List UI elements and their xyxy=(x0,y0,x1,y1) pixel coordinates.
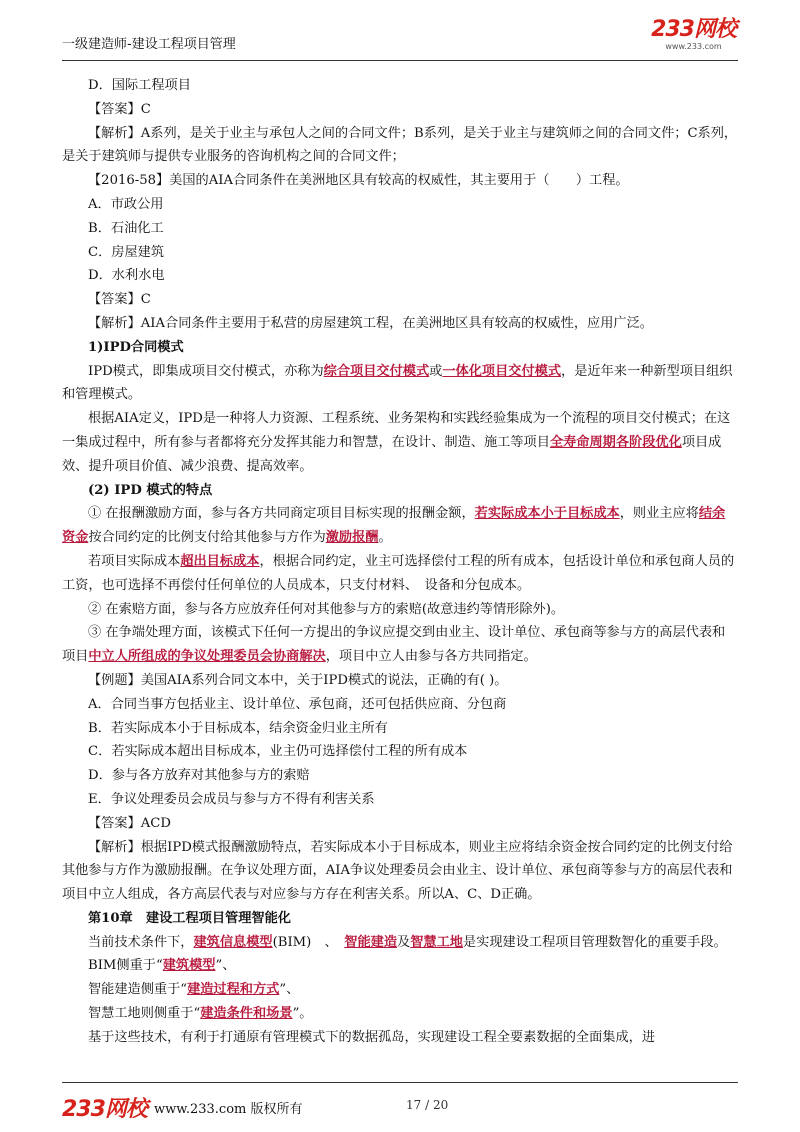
text: IPD模式，即集成项目交付模式，亦称为 xyxy=(88,363,324,379)
text: 及 xyxy=(397,934,411,950)
section-heading: (2) IPD 模式的特点 xyxy=(88,482,213,498)
logo-url: www.233.com xyxy=(665,42,722,51)
key-term: 建筑信息模型 xyxy=(193,934,273,950)
text: ，是近年来一种新型项目组织和管理模式。 xyxy=(62,363,733,403)
text: 智能建造侧重于“ xyxy=(88,982,188,998)
logo-wordmark: 233网校 xyxy=(651,17,736,42)
text: BIM侧重于“ xyxy=(88,958,163,974)
key-term: 智能建造 xyxy=(344,934,398,950)
text: 根据AIA定义，IPD是一种将人力资源、工程系统、业务架构和实践经验集成为一个流程的项目交付模式；在这一集成过程中，所有参与者都将充分发挥其能力和智慧，在设计、制造、施工等项目 xyxy=(62,411,731,450)
key-term: 中立人所组成的争议处理委员会协商解决 xyxy=(88,649,326,665)
key-term: 激励报酬 xyxy=(325,530,379,546)
text: 或 xyxy=(429,363,443,379)
footer-logo: 233网校 xyxy=(62,1097,147,1122)
paragraph xyxy=(62,502,738,550)
option-line: A．合同当事方包括业主、设计单位、承包商，还可包括供应商、分包商 xyxy=(88,696,507,712)
text: ，根据合同约定，业主可选择偿付工程的所有成本，包括设计单位和承包商人员的工资，也可选择不再偿付任何单位的人员成本，只支付材料、 设备和分包成本。 xyxy=(62,553,735,593)
answer-line: 【答案】ACD xyxy=(88,815,171,831)
paragraph: ② 在索赔方面，参与各方应放弃任何对其他参与方的索赔(故意违约等情形除外)。 xyxy=(88,601,565,617)
header-divider xyxy=(62,60,738,61)
answer-line: 【答案】C xyxy=(88,101,151,117)
text: ”。 xyxy=(292,1006,313,1022)
text: 按合同约定的比例支付给其他参与方作为 xyxy=(88,530,326,546)
option-line: A．市政公用 xyxy=(88,196,164,212)
page-footer xyxy=(62,1090,738,1120)
text: ③ 在争端处理方面，该模式下任何一方提出的争议应提交到由业主、设计单位、承包商等参与方的高层代表和项目 xyxy=(62,625,726,665)
key-term: 若实际成本小于目标成本 xyxy=(474,506,620,522)
paragraph xyxy=(62,931,738,955)
paragraph xyxy=(62,550,738,598)
chapter-heading: 第10章 建设工程项目管理智能化 xyxy=(88,910,291,926)
option-line: B．石油化工 xyxy=(88,220,164,236)
paragraph xyxy=(62,954,738,978)
option-line: E．争议处理委员会成员与参与方不得有利害关系 xyxy=(88,791,375,807)
text: ，则业主应将 xyxy=(619,506,699,522)
text: ，项目中立人由参与各方共同指定。 xyxy=(325,649,537,665)
key-term: 超出目标成本 xyxy=(180,553,260,569)
key-term: 一体化项目交付模式 xyxy=(442,363,562,379)
question-line: 【2016-58】美国的AIA合同条件在美洲地区具有较高的权威性，其主要用于（ ）工程。 xyxy=(88,173,629,189)
text: 。 xyxy=(378,530,392,546)
answer-line: 【答案】C xyxy=(88,292,151,308)
analysis-paragraph: 【解析】根据IPD模式报酬激励特点，若实际成本小于目标成本，则业主应将结余资金按合同约定的比例支付给其他参与方作为激励报酬。在争议处理方面，AIA争议处理委员会由业主、设计单位、承包商等参与方的高层代表和项目中立人组成，各方高层代表与对应参与方存在利害关系。所以A、C、D正确。 xyxy=(62,839,733,903)
footer-divider xyxy=(62,1082,738,1083)
page-content xyxy=(62,74,738,1050)
paragraph xyxy=(62,407,738,478)
text: 若项目实际成本 xyxy=(88,553,181,569)
option-line: B．若实际成本小于目标成本，结余资金归业主所有 xyxy=(88,720,388,736)
option-line: C．若实际成本超出目标成本，业主仍可选择偿付工程的所有成本 xyxy=(88,744,468,760)
paragraph xyxy=(62,621,738,669)
text: 智慧工地则侧重于“ xyxy=(88,1006,201,1022)
example-question: 【例题】美国AIA系列合同文本中，关于IPD模式的说法，正确的有( )。 xyxy=(88,672,508,688)
text: ① 在报酬激励方面，参与各方共同商定项目目标实现的报酬金额， xyxy=(88,506,475,522)
analysis-paragraph: 【解析】A系列，是关于业主与承包人之间的合同文件；B系列，是关于业主与建筑师之间的合同文件；C系列，是关于建筑师与提供专业服务的咨询机构之间的合同文件； xyxy=(62,125,738,165)
text: 当前技术条件下， xyxy=(88,934,194,950)
document-title: 一级建造师-建设工程项目管理 xyxy=(62,37,236,52)
key-term: 建筑模型 xyxy=(162,958,216,974)
page-header xyxy=(62,18,738,58)
footer-copyright: www.233.com 版权所有 xyxy=(154,1102,303,1117)
page-number: 17 / 20 xyxy=(406,1098,449,1112)
text: (BIM) 、 xyxy=(272,934,345,950)
key-term: 综合项目交付模式 xyxy=(323,363,430,379)
option-line: D．水利水电 xyxy=(88,268,165,284)
paragraph xyxy=(62,1002,738,1026)
text: 项目成效、提升项目价值、减少浪费、提高效率。 xyxy=(62,434,722,474)
option-line: D．参与各方放弃对其他参与方的索赔 xyxy=(88,768,310,784)
brand-logo xyxy=(651,18,736,51)
text: ”、 xyxy=(215,958,236,974)
text: 是实现建设工程项目管理数智化的重要手段。 xyxy=(462,934,727,950)
key-term: 智慧工地 xyxy=(410,934,463,950)
analysis-paragraph: 【解析】AIA合同条件主要用于私营的房屋建筑工程，在美洲地区具有较高的权威性，应用广泛。 xyxy=(88,315,653,331)
paragraph xyxy=(62,360,738,408)
key-term: 全寿命周期各阶段优化 xyxy=(549,434,682,450)
option-line: D．国际工程项目 xyxy=(88,78,191,93)
key-term: 结余资金 xyxy=(62,506,726,546)
key-term: 建造过程和方式 xyxy=(187,982,280,998)
key-term: 建造条件和场景 xyxy=(200,1006,293,1022)
paragraph xyxy=(62,978,738,1002)
section-heading: 1)IPD合同模式 xyxy=(88,339,184,355)
paragraph: 基于这些技术，有利于打通原有管理模式下的数据孤岛，实现建设工程全要素数据的全面集成，进 xyxy=(88,1029,656,1045)
option-line: C．房屋建筑 xyxy=(88,244,165,260)
text: ”、 xyxy=(279,982,300,998)
